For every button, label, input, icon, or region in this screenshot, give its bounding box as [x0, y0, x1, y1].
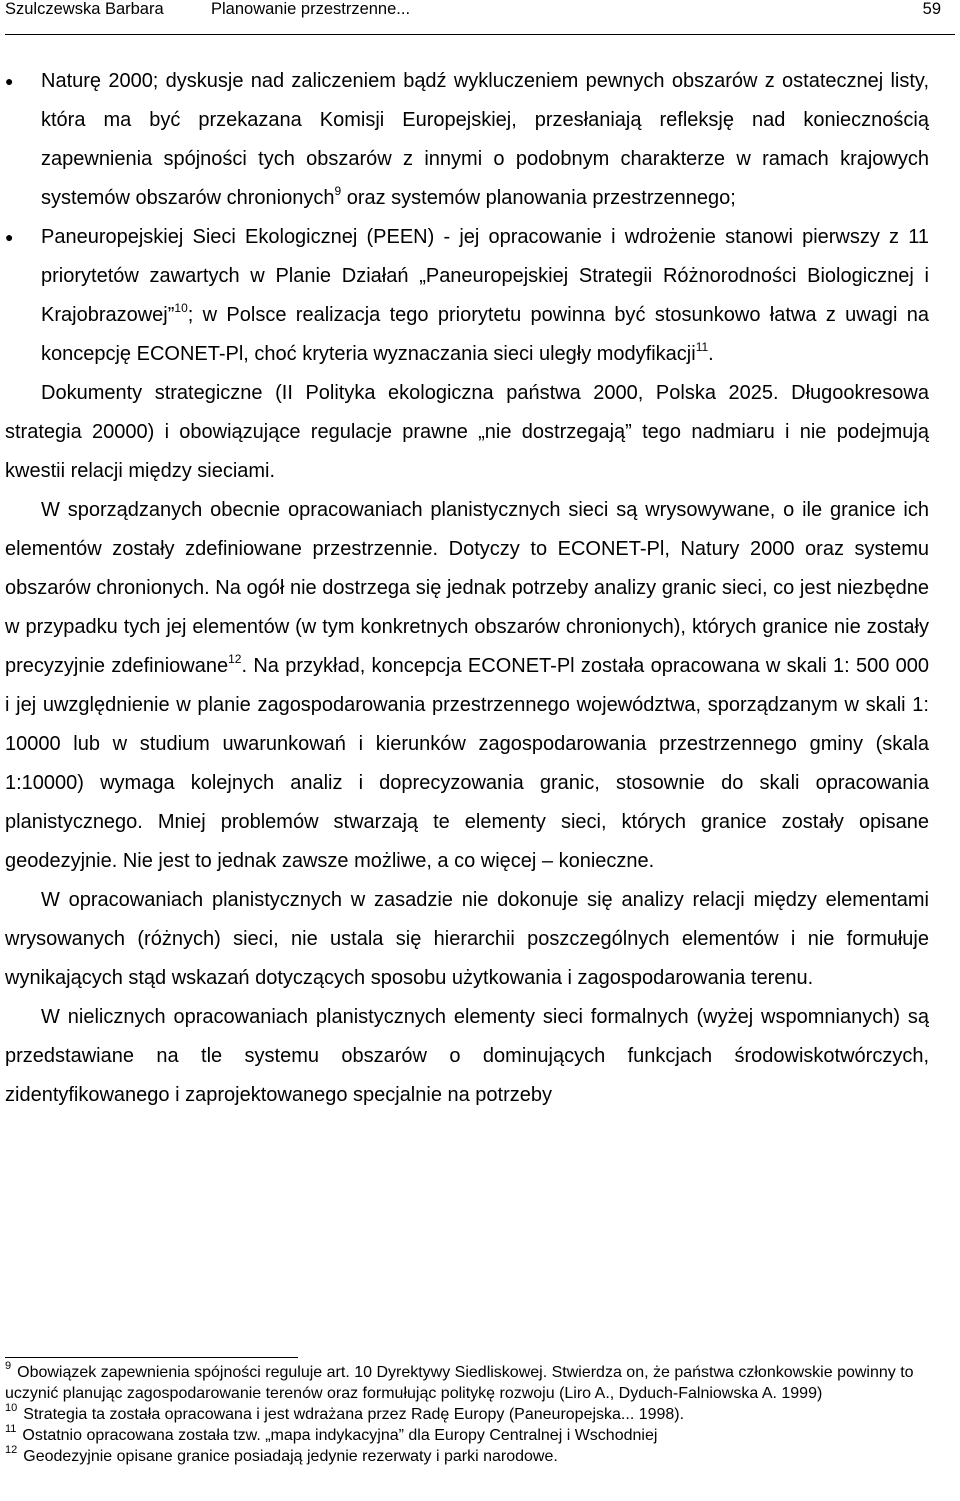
paragraph — [5, 374, 929, 491]
footnote-ref[interactable]: 11 — [695, 340, 709, 354]
footnote-ref[interactable]: 9 — [334, 184, 342, 198]
footnote-number: 12 — [5, 1444, 18, 1456]
footnote-text: Ostatnio opracowana została tzw. „mapa indykacyjna” dla Europy Centralnej i Wschodniej — [22, 1427, 658, 1444]
footnote-ref[interactable]: 12 — [228, 652, 242, 666]
bullet-item — [5, 62, 929, 218]
footnote — [5, 1446, 935, 1467]
page-number: 59 — [922, 0, 941, 18]
header-rule — [5, 34, 955, 35]
main-text — [5, 62, 929, 1115]
footnote — [5, 1404, 935, 1425]
bullet-text: ; w Polsce realizacja tego priorytetu powinna być stosunkowo łatwa z uwagi na koncepcję ECONET-Pl, choć kryteria wyznaczania sieci uległy modyfikacji — [41, 304, 929, 365]
footnote-text: Geodezyjnie opisane granice posiadają jedynie rezerwaty i parki narodowe. — [23, 1448, 558, 1465]
header-author: Szulczewska Barbara — [5, 0, 164, 18]
footnote — [5, 1362, 935, 1404]
paragraph — [5, 491, 929, 881]
bullet-item — [5, 218, 929, 374]
bullet-dot-icon: ● — [5, 73, 14, 89]
footnote-number: 11 — [5, 1423, 17, 1435]
bullet-text: Naturę 2000; dyskusje nad zaliczeniem bądź wykluczeniem pewnych obszarów z ostatecznej listy, która ma być przekazana Komisji Europejskiej, przesłaniają refleksję nad koniecznością zapewnienia spójności tych obszarów z innymi o podobnym charakterze w ramach krajowych systemów obszarów chronionych — [41, 70, 929, 209]
footnote-number: 9 — [5, 1360, 12, 1372]
bullet-dot-icon: ● — [5, 229, 14, 245]
footnote-text: Strategia ta została opracowana i jest wdrażana przez Radę Europy (Paneuropejska... 1998). — [23, 1406, 685, 1423]
paragraph-text: . Na przykład, koncepcja ECONET-Pl została opracowana w skali 1: 500 000 i jej uwzględnienie w planie zagospodarowania przestrzennego województwa, sporządzanym w skali 1: 10000 lub w studium uwarunkowań i kierunków zagospodarowania przestrzennego gminy (skala 1:10000) wymaga kolejnych analiz i doprecyzowania granic, stosownie do skali opracowania planistycznego. Mniej problemów stwarzają te elementy sieci, których granice zostały opisane geodezyjnie. Nie jest to jednak zawsze możliwe, a co więcej – konieczne. — [5, 655, 930, 872]
running-header — [5, 0, 955, 36]
footnote — [5, 1425, 935, 1446]
footnote-rule — [5, 1357, 298, 1358]
paragraph-text: W sporządzanych obecnie opracowaniach planistycznych sieci są wrysowywane, o ile granice ich elementów zostały zdefiniowane przestrzennie. Dotyczy to ECONET-Pl, Natury 2000 oraz systemu obszarów chronionych. Na ogół nie dostrzega się jednak potrzeby analizy granic sieci, co jest niezbędne w przypadku tych jej elementów (w tym konkretnych obszarów chronionych), których granice nie zostały precyzyjnie zdefiniowane — [5, 499, 929, 677]
paragraph-text: W opracowaniach planistycznych w zasadzie nie dokonuje się analizy relacji między elementami wrysowanych (różnych) sieci, nie ustala się hierarchii poszczególnych elementów i nie formułuje wynikających stąd wskazań dotyczących sposobu użytkowania i zagospodarowania terenu. — [5, 889, 929, 989]
footnotes — [5, 1357, 935, 1467]
bullet-text: Paneuropejskiej Sieci Ekologicznej (PEEN) - jej opracowanie i wdrożenie stanowi pierwszy z 11 priorytetów zawartych w Planie Działań „Paneuropejskiej Strategii Różnorodności Biologicznej i Krajobrazowej” — [41, 226, 929, 326]
footnote-text: Obowiązek zapewnienia spójności reguluje art. 10 Dyrektywy Siedliskowej. Stwierdza on, że państwa członkowskie powinny to uczynić planując zagospodarowanie terenów oraz formułując politykę rozwoju (Liro A., Dyduch-Falniowska A. 1999) — [5, 1364, 914, 1402]
paragraph — [5, 881, 929, 998]
bullet-text: . — [708, 343, 714, 365]
header-title: Planowanie przestrzenne... — [211, 0, 411, 18]
paragraph-text: W nielicznych opracowaniach planistycznych elementy sieci formalnych (wyżej wspomnianych) są przedstawiane na tle systemu obszarów o dominujących funkcjach środowiskotwórczych, zidentyfikowanego i zaprojektowanego specjalnie na potrzeby — [5, 1006, 929, 1106]
footnote-ref[interactable]: 10 — [174, 301, 188, 315]
bullet-list — [5, 62, 929, 374]
paragraph-text: Dokumenty strategiczne (II Polityka ekologiczna państwa 2000, Polska 2025. Długookresowa strategia 20000) i obowiązujące regulacje prawne „nie dostrzegają” tego nadmiaru i nie podejmują kwestii relacji między sieciami. — [5, 382, 929, 482]
paragraph — [5, 998, 929, 1115]
bullet-text: oraz systemów planowania przestrzennego; — [341, 187, 736, 209]
footnote-number: 10 — [5, 1402, 18, 1414]
